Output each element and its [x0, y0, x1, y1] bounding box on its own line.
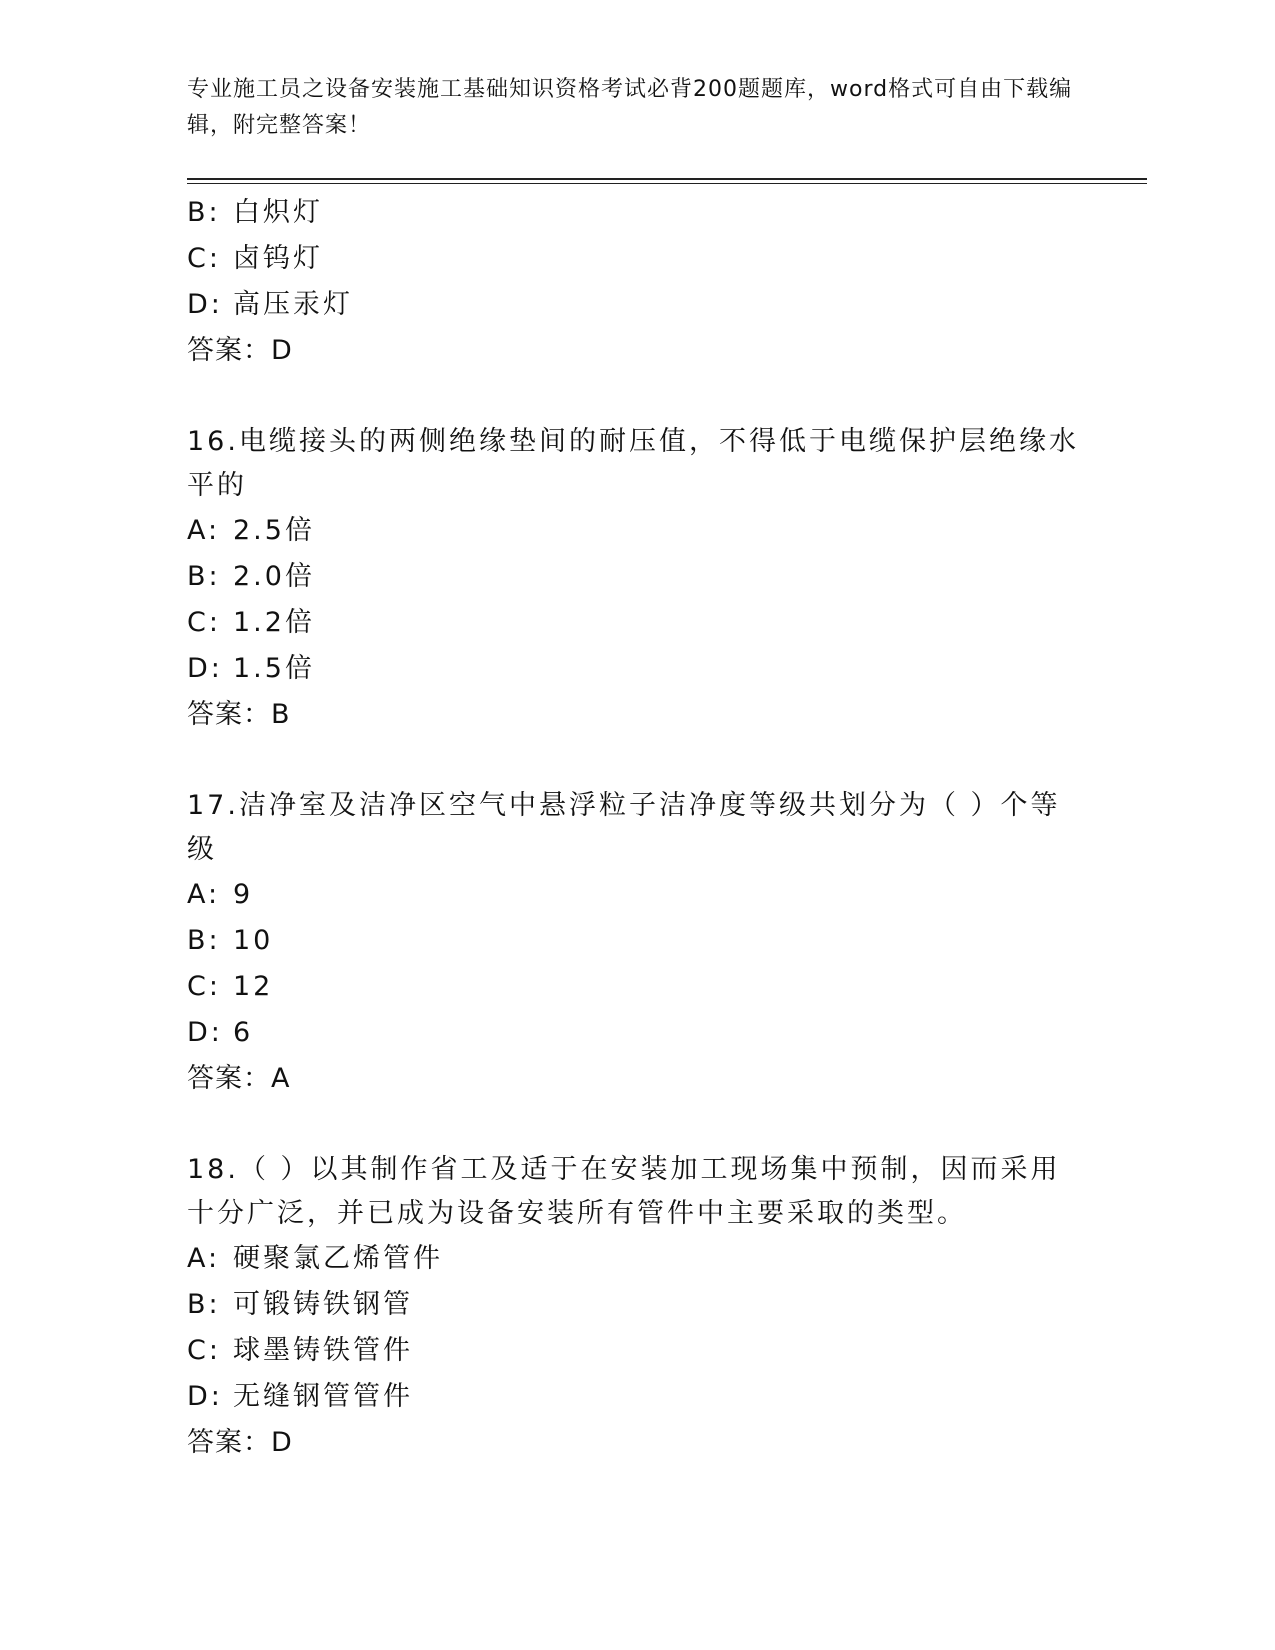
- option-d: D: 高压汞灯: [187, 289, 353, 320]
- question-15: [187, 190, 1087, 374]
- option-c: C: 12: [187, 971, 274, 1002]
- option-a: A: 硬聚氯乙烯管件: [187, 1243, 443, 1274]
- header-divider-thin: [187, 183, 1147, 184]
- option-d: D: 6: [187, 1017, 254, 1048]
- question-18: [187, 1148, 1087, 1466]
- answer: 答案：D: [187, 1427, 293, 1458]
- question-text: 18.（ ）以其制作省工及适于在安装加工现场集中预制，因而采用十分广泛，并已成为设备安装所有管件中主要采取的类型。: [187, 1154, 1061, 1229]
- option-b: B: 白炽灯: [187, 197, 323, 228]
- answer: 答案：B: [187, 699, 291, 730]
- answer: 答案：A: [187, 1063, 291, 1094]
- option-a: A: 9: [187, 879, 254, 910]
- question-text: 17.洁净室及洁净区空气中悬浮粒子洁净度等级共划分为（ ）个等级: [187, 790, 1061, 865]
- option-c: C: 球墨铸铁管件: [187, 1335, 413, 1366]
- question-list: [187, 190, 1087, 1466]
- spacer: [187, 738, 1087, 784]
- question-16: [187, 420, 1087, 738]
- question-text: 16.电缆接头的两侧绝缘垫间的耐压值，不得低于电缆保护层绝缘水平的: [187, 426, 1079, 501]
- header-title: 专业施工员之设备安装施工基础知识资格考试必背200题题库，word格式可自由下载编辑，附完整答案！: [187, 77, 1073, 138]
- option-b: B: 可锻铸铁钢管: [187, 1289, 413, 1320]
- document-header: [187, 72, 1087, 144]
- spacer: [187, 1102, 1087, 1148]
- answer: 答案：D: [187, 335, 293, 366]
- option-c: C: 卤钨灯: [187, 243, 323, 274]
- option-c: C: 1.2倍: [187, 607, 315, 638]
- option-b: B: 10: [187, 925, 274, 956]
- header-divider-thick: [187, 178, 1147, 180]
- option-d: D: 1.5倍: [187, 653, 315, 684]
- option-a: A: 2.5倍: [187, 515, 315, 546]
- spacer: [187, 374, 1087, 420]
- question-17: [187, 784, 1087, 1102]
- option-d: D: 无缝钢管管件: [187, 1381, 413, 1412]
- option-b: B: 2.0倍: [187, 561, 315, 592]
